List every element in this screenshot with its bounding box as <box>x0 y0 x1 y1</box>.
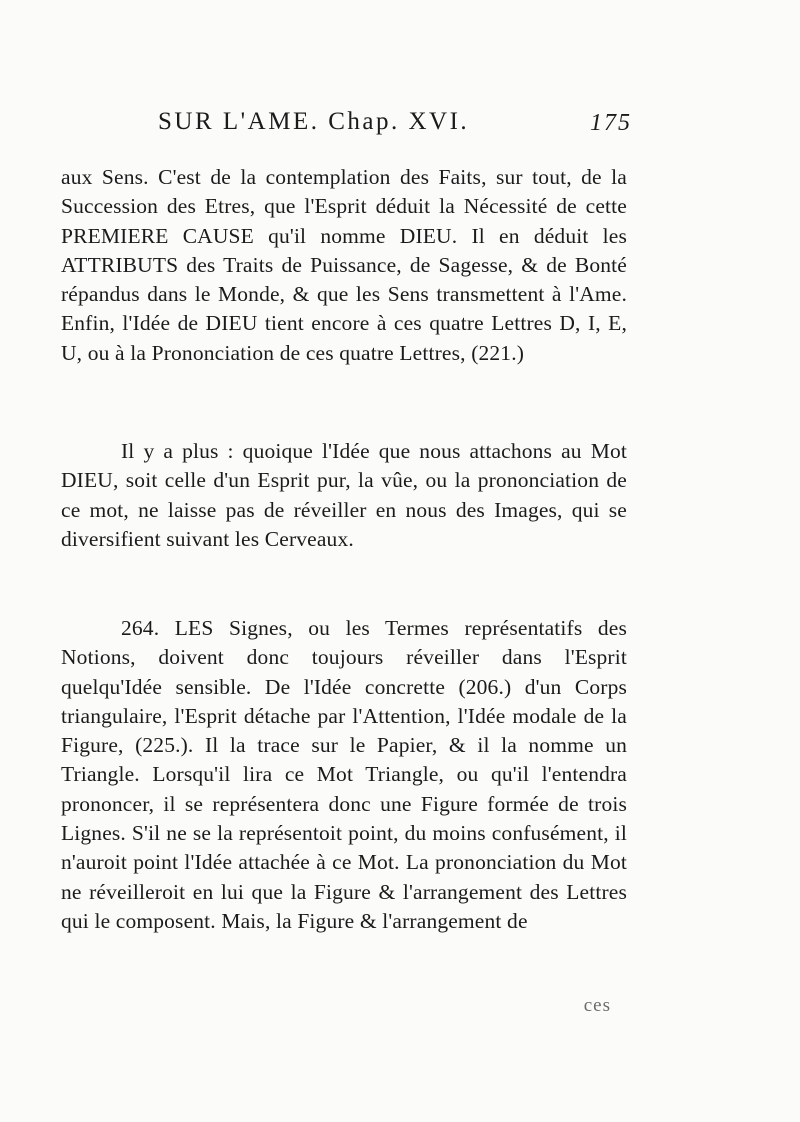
page-number: 175 <box>590 110 632 136</box>
paragraph-text: aux Sens. C'est de la contemplation des Faits, sur tout, de la Succession des Etres, que l'Esprit déduit la Nécessité de cette PREMIERE CAUSE qu'il nomme DIEU. Il en déduit les ATTRIBUTS des Traits de Puissance, de Sagesse, & de Bonté répandus dans le Monde, & que les Sens transmettent à l'Ame. Enfin, l'Idée de DIEU tient encore à ces quatre Lettres D, I, E, U, ou à la Prononciation de ces quatre Lettres, (221.) <box>61 165 627 365</box>
running-title: SUR L'AME. Chap. XVI. <box>158 108 470 135</box>
paragraph-text: 264. LES Signes, ou les Termes représentatifs des Notions, doivent donc toujours réveiller dans l'Esprit quelqu'Idée sensible. De l'Idée concrette (206.) d'un Corps triangulaire, l'Esprit détache par l'Attention, l'Idée modale de la Figure, (225.). Il la trace sur le Papier, & il la nomme un Triangle. Lorsqu'il lira ce Mot Triangle, ou qu'il l'entendra prononcer, il se représentera donc une Figure formée de trois Lignes. S'il ne se la représentoit point, du moins confusément, il n'auroit point l'Idée attachée à ce Mot. La prononciation du Mot ne réveilleroit en lui que la Figure & l'arrangement des Lettres qui le composent. Mais, la Figure & l'arrangement de <box>61 616 627 933</box>
page-header <box>158 108 632 142</box>
paragraph-1 <box>61 163 627 368</box>
paragraph-text: Il y a plus : quoique l'Idée que nous attachons au Mot DIEU, soit celle d'un Esprit pur, la vûe, ou la prononciation de ce mot, ne laisse pas de réveiller en nous des Images, qui se diversifient suivant les Cerveaux. <box>61 439 627 551</box>
paragraph-3 <box>61 614 627 936</box>
paragraph-2 <box>61 437 627 554</box>
catchword: ces <box>583 995 611 1016</box>
